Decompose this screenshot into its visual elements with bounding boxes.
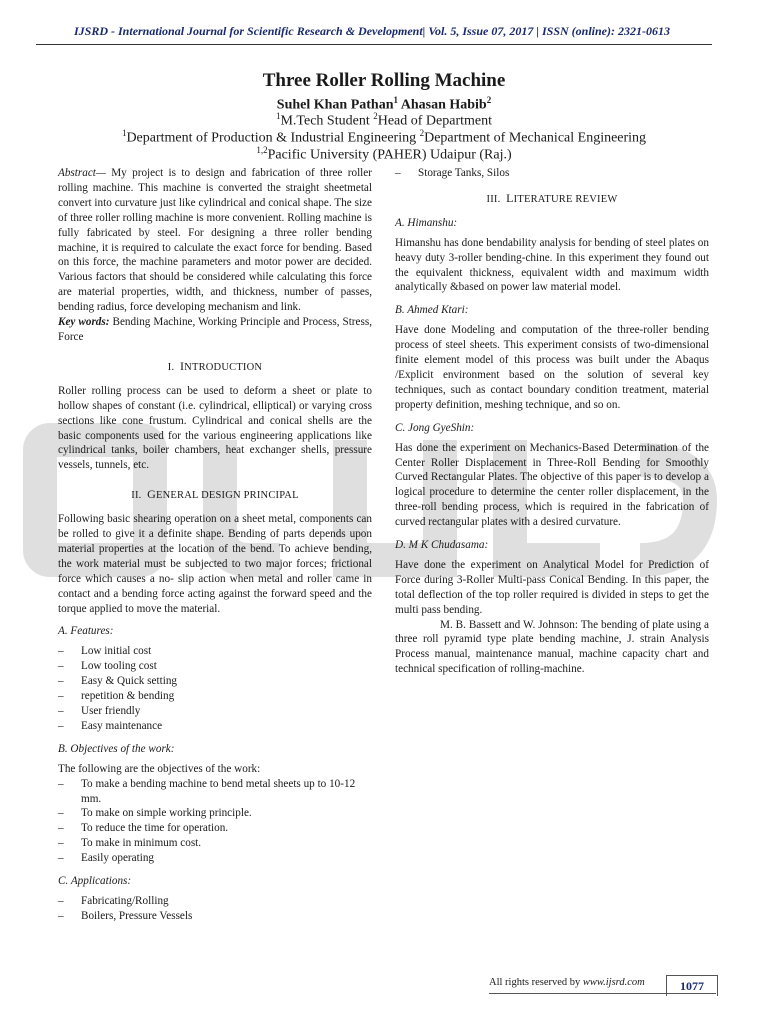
list-item: – To make on simple working principle. (58, 807, 252, 820)
list-item: – repetition & bending (58, 690, 175, 703)
header-rule (36, 44, 712, 45)
list-item: – Easy & Quick setting (58, 675, 178, 688)
abstract: Abstract— My project is to design and fabrication of three roller rolling machine. This machine is converted the straight sheetmetal convert into curvature just like cylindrical and conical shape. The size of three roller rolling machine is more convenient. Rolling machine is fully fabricated by steel. For designing a three roller bending machine, it is required to calculate the exact force for bending. Based on this force, the machine parameters and motor power are decided. Various factors that should be considered while calculating this force are material properties, width, and thickness, number of passes, bending radius, force developing mechanism and link. (58, 167, 372, 314)
list-item: – User friendly (58, 705, 141, 717)
applications-list (58, 894, 372, 924)
footer-rights: All rights reserved by www.ijsrd.com (489, 977, 645, 988)
list-item: – Boilers, Pressure Vessels (58, 909, 193, 922)
features-list (58, 644, 372, 733)
general-text: Following basic shearing operation on a sheet metal, components can be rolled to give it a definite shape. Bending of parts depends upon material properties at the location of the bend. To achieve bending, the work material must be subjected to two major forces; frictional force which causes a no- slip action when metal and roller came in contact and a bending force acting against the forward speed and the torque applied to move the material. (58, 513, 372, 615)
list-item: – Low tooling cost (58, 660, 157, 673)
applications-heading: C. Applications: (58, 875, 132, 888)
lit-gyeshin-text: Has done the experiment on Mechanics-Based Determination of the Center Roller Displacement in Three-Roll Bending for Smoothly Curved Rectangular Plates. The objective of this paper is to develop a logical procedure to determine the center roller displacement, in the three-roll bending process, which is required in the fabrication of curved rectangular plates with a desired curvature. (395, 441, 709, 529)
footer-rule (489, 993, 716, 994)
section-general-heading: II. GENERAL DESIGN PRINCIPAL (131, 487, 299, 502)
lit-bassett-text: M. B. Bassett and W. Johnson: The bending of plate using a three roll pyramid type plate bending machine, J. strain Analysis Process manual, maintenance manual, machine capacity chart and technical specification of rolling-machine. (395, 618, 709, 676)
introduction-text: Roller rolling process can be used to deform a sheet or plate to hollow shapes of constant (i.e. cylindrical, elliptical) or varying cross sections like cone frustum. Cylindrical and conical shells are the basic components used for the various engineering applications like cylindrical tanks, boiler chambers, heat exchanger shells, pressure vessels, tunnels, etc. (58, 384, 372, 472)
list-item: – Easily operating (58, 852, 155, 865)
list-item: – Low initial cost (58, 645, 152, 658)
section-literature-heading: III. LITERATURE REVIEW (486, 190, 618, 205)
list-item: – To make a bending machine to bend metal sheets up to 10-12 mm. (58, 777, 356, 805)
section-introduction-heading: I. INTRODUCTION (167, 358, 263, 373)
list-item: – Easy maintenance (58, 719, 163, 732)
author-departments: $^1$Department of Production & Industrial Engineering $^2$Department of Mechanical Engineering (121, 128, 647, 146)
page-number: 1077 (666, 975, 718, 996)
author-roles: $^1$M.Tech Student $^2$Head of Department (275, 111, 493, 129)
paper-title: Three Roller Rolling Machine (262, 70, 506, 91)
lit-ktari-heading: B. Ahmed Ktari: (395, 304, 469, 317)
list-item: – To make in minimum cost. (58, 837, 202, 850)
journal-header: IJSRD - International Journal for Scientific Research & Development| Vol. 5, Issue 07, 2017 | ISSN (online): 2321-0613 (74, 24, 670, 38)
list-item: – Fabricating/Rolling (58, 894, 169, 907)
lit-ktari-text: Have done Modeling and computation of the three-roller bending process of steel sheets. This experiment consists of two-dimensional finite element model of this process was built under the Abaqus /Explicit environment based on the solution of several key techniques, such as contact boundary condition treatment, material property definition, meshing technique, and so on. (395, 324, 709, 411)
footer-site-link[interactable]: www.ijsrd.com (582, 977, 645, 988)
lit-himanshu-heading: A. Himanshu: (395, 216, 458, 229)
right-column (395, 166, 709, 677)
lit-himanshu-text: Himanshu has done bendability analysis for bending of steel plates on heavy duty 3-roller bending-chine. In this experiment they found out the equivalent thickness, equivalent width and maximum width analytically &based on power law material model. (395, 236, 709, 294)
list-item: – Storage Tanks, Silos (395, 167, 510, 179)
lit-chudasama-heading: D. M K Chudasama: (395, 539, 489, 552)
keywords: Key words: Bending Machine, Working Principle and Process, Stress, Force (58, 316, 373, 343)
lit-gyeshin-heading: C. Jong GyeShin: (395, 421, 475, 434)
objectives-intro: The following are the objectives of the work: (58, 762, 261, 775)
lit-chudasama-text: Have done the experiment on Analytical Model for Prediction of Force during 3-Roller Multi-pass Conical Bending. In this paper, the total deflection of the top roller required is divided in steps to get the multi pass bending. (395, 558, 709, 616)
author-university: $^{1,2}$Pacific University (PAHER) Udaipur (Raj.) (256, 145, 512, 163)
list-item: – To reduce the time for operation. (58, 822, 229, 835)
objectives-list (58, 777, 372, 866)
objectives-heading: B. Objectives of the work: (58, 742, 175, 755)
left-column (58, 166, 372, 924)
authors: Suhel Khan Pathan$^1$ Ahasan Habib$^2$ (276, 95, 492, 113)
features-heading: A. Features: (58, 625, 114, 638)
